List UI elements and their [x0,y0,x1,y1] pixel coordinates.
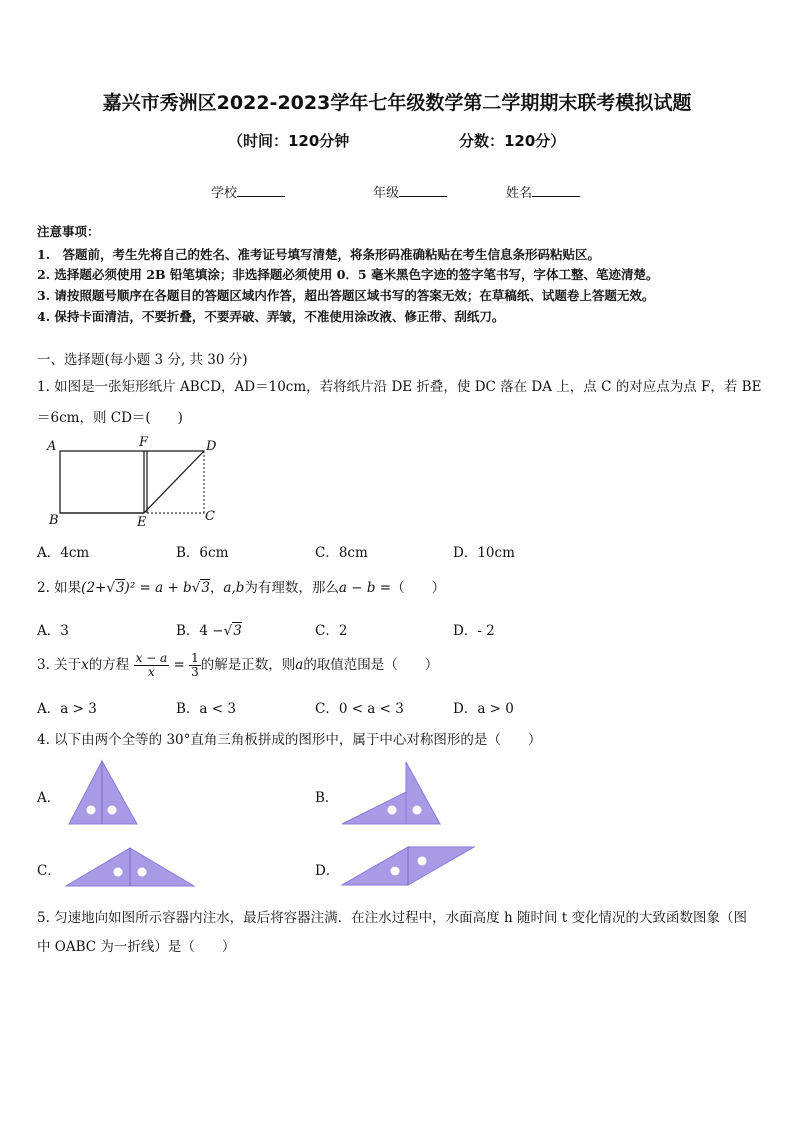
q1-option-d[interactable]: D．10cm [453,545,515,561]
q3-option-d[interactable]: D．a > 0 [453,701,514,717]
question-4-text: 4. 以下由两个全等的 30°直角三角板拼成的图形中，属于中心对称图形的是（ ） [37,732,542,748]
name-label: 姓名 [506,186,533,201]
q3-option-c[interactable]: C．0 < a < 3 [315,701,404,717]
q2-vars: a,b [223,580,245,596]
q2-expr-mid: )² = a + b [124,580,192,596]
label-b: B [49,513,59,528]
q4-figure-d [340,844,476,888]
q2-optb-sqrt: 3 [233,623,242,639]
q2-option-b[interactable] [176,619,242,639]
q4-option-a[interactable]: A． [37,790,61,806]
q3-fraction-right [189,652,201,679]
q4-option-d[interactable]: D． [315,863,340,879]
q4-figure-a [64,758,144,828]
notice-item: 2. 选择题必须使用 2B 铅笔填涂；非选择题必须使用 0．5 毫米黑色字迹的签字笔书写，字体工整、笔迹清楚。 [37,267,659,282]
segment-de [144,451,204,513]
q3-prefix: 3. 关于 [37,657,82,673]
notice-heading: 注意事项： [37,224,100,239]
q3-frac2-den: 3 [191,665,199,679]
notice-item: 1. 答题前，考生先将自己的姓名、准考证号填写清楚，将条形码准确粘贴在考生信息条形码粘贴区。 [37,247,601,262]
sqrt-icon: √ [106,580,115,596]
q3-frac2-num: 1 [191,651,199,665]
question-5-text-cont: 中 OABC 为一折线）是（ ） [37,939,236,955]
sqrt-icon: √ [191,580,201,596]
q2-suffix: 为有理数，那么 [244,580,339,596]
label-c: C [205,509,215,524]
rectangle-fold-figure [40,432,230,530]
question-2-text [37,576,445,596]
q1-option-b[interactable]: B．6cm [176,545,229,561]
notice-item: 4. 保持卡面清洁，不要折叠，不要弄破、弄皱，不准使用涂改液、修正带、刮纸刀。 [37,309,505,324]
label-e: E [137,515,147,530]
grade-label: 年级 [373,186,400,201]
school-blank[interactable] [237,184,285,197]
question-5-text: 5. 匀速地向如图所示容器内注水，最后将容器注满．在注水过程中，水面高度 h 随时间 t 变化情况的大致函数图象（图 [37,910,747,926]
name-blank[interactable] [532,184,580,197]
grade-field[interactable] [373,182,447,201]
q2-prefix: 2. 如果 [37,580,82,596]
q3-mid: 的方程 [88,657,130,673]
exam-score: 分数：120分） [459,132,566,150]
school-label: 学校 [211,186,238,201]
question-1-text-cont: ＝6cm，则 CD＝( ) [37,410,183,426]
q1-option-c[interactable]: C．8cm [315,545,368,561]
question-3-text [37,652,438,679]
label-a: A [47,439,57,454]
q2-option-a[interactable]: A．3 [37,623,69,639]
grade-blank[interactable] [399,184,447,197]
label-d: D [206,439,217,454]
notice-item: 3. 请按照题号顺序在各题目的答题区域内作答，超出答题区域书写的答案无效；在草稿纸、试题卷上答题无效。 [37,288,655,303]
q3-x: x [81,657,89,673]
q3-frac1-den: x [148,665,155,679]
q2-sqrt3b: 3 [201,580,210,596]
rect-abed [60,451,204,513]
q3-eq: = [173,657,185,673]
q3-suffix2: 的取值范围是（ ） [303,657,439,673]
q4-option-c[interactable]: C． [37,863,61,879]
q2-sqrt3: 3 [115,580,125,596]
q2-bracket: （ ） [391,580,446,596]
q2-option-d[interactable]: D．- 2 [453,623,495,639]
q2-expr-left: (2+ [81,580,107,596]
q2-option-c[interactable]: C．2 [315,623,348,639]
q3-frac1-num: x − a [135,651,168,665]
question-1-text: 1. 如图是一张矩形纸片 ABCD，AD＝10cm，若将纸片沿 DE 折叠，使 DC 落在 DA 上，点 C 的对应点为点 F，若 BE [37,379,762,395]
q4-option-b[interactable]: B． [315,790,339,806]
page-title: 嘉兴市秀洲区2022-2023学年七年级数学第二学期期末联考模拟试题 [102,92,692,114]
section-heading: 一、选择题(每小题 3 分, 共 30 分) [37,352,248,368]
q3-suffix1: 的解是正数，则 [200,657,296,673]
q4-figure-b [340,760,444,828]
q3-option-a[interactable]: A．a > 3 [37,701,97,717]
q2-sep: ， [209,580,224,596]
q2-optb-prefix: B．4 − [176,623,224,639]
school-field[interactable] [211,182,285,201]
q2-expr-right: a − b = [338,580,392,596]
label-f: F [139,435,149,450]
q3-fraction-left [134,652,170,679]
exam-time: （时间：120分钟 [228,132,350,150]
name-field[interactable] [506,182,580,201]
sqrt-icon: √ [223,623,233,639]
q1-option-a[interactable]: A．4cm [37,545,90,561]
q4-figure-c [64,845,196,889]
q3-option-b[interactable]: B．a < 3 [176,701,236,717]
q3-a: a [295,657,304,673]
